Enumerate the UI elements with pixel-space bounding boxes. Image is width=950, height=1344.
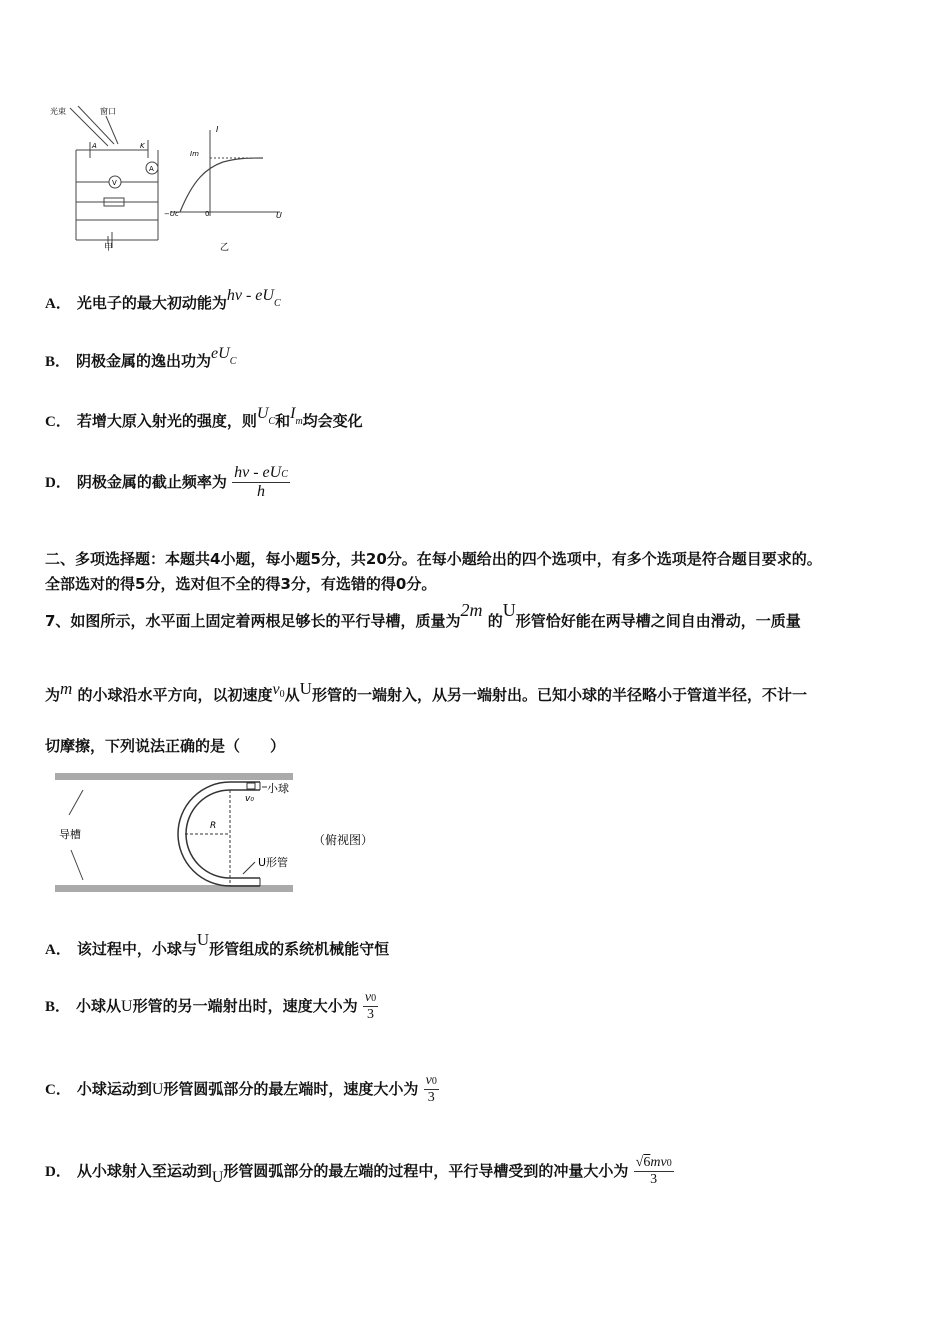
q7-option-d: D． 从小球射入至运动到U形管圆弧部分的最左端的过程中，平行导槽受到的冲量大小为 $\frac{√6mv0}{3}$ [45,1155,672,1187]
q7-stem-line1: 7、如图所示，水平面上固定着两根足够长的平行导槽，质量为2m 的U形管恰好能在两导槽之间自由滑动，一质量 [45,600,801,630]
tube-label: U形管 [258,856,289,869]
axis-U-label: U [276,211,282,220]
figure-yi-label: 乙 [220,243,230,253]
cathode-label: K [140,142,145,150]
top-view-label: （俯视图） [313,833,374,847]
ammeter-label: A [149,165,154,173]
anode-label: A [92,142,97,150]
q6-option-c: C． 若增大原入射光的强度，则UC和Im均会变化 [45,405,363,430]
section2-heading-line2: 全部选对的得5分，选对但不全的得3分，有选错的得0分。 [45,575,437,593]
v0-label: v₀ [245,794,254,804]
q7-stem-line2: 为m 的小球沿水平方向，以初速度$v^0$从U形管的一端射入，从另一端射出。已知小球的半径略小于管道半径，不计一 [45,679,807,704]
rail-label: 导槽 [59,828,81,841]
iu-graph [170,130,280,216]
q7-option-b: B． 小球从U形管的另一端射出时，速度大小为 $\frac{v0}{3}$ [45,990,377,1022]
window-label: 窗口 [100,107,116,116]
voltmeter-label: V [112,179,117,187]
Uc-label: −Uc [164,210,179,218]
q7-option-c: C． 小球运动到U形管圆弧部分的最左端时，速度大小为 $\frac{v0}{3}$ [45,1073,437,1105]
u-tube-figure [55,770,395,895]
Im-label: Im [190,150,199,158]
light-beam-label: 光束 [50,107,66,116]
axis-I-label: I [216,125,219,134]
q6-option-b: B． 阴极金属的逸出功为eUC [45,345,237,370]
photoelectric-figure [48,100,298,255]
figure-jia-label: 甲 [104,243,114,253]
ball-label: 小球 [267,782,289,795]
q7-option-a: A． 该过程中，小球与U形管组成的系统机械能守恒 [45,930,390,958]
origin-label: 0 [205,210,210,218]
q6-option-a: A． 光电子的最大初动能为hν - eUC [45,287,281,312]
q7-stem-line3: 切摩擦，下列说法正确的是（ ） [45,737,286,755]
ball [247,783,255,789]
radius-label: R [210,821,217,831]
q6-option-d: D． 阴极金属的截止频率为 $\frac{\text{hν - eUC}}{h}$ [45,464,288,500]
section2-heading-line1: 二、多项选择题：本题共4小题，每小题5分，共20分。在每小题给出的四个选项中，有多个选项是符合题目要求的。 [45,550,822,568]
top-rail [55,773,293,780]
